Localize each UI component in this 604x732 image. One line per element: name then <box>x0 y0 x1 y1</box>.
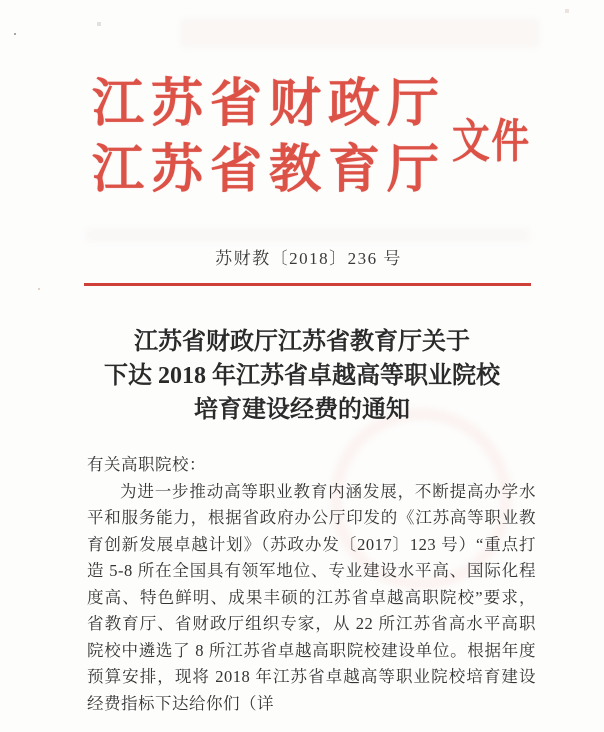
document-reference-number: 苏财教〔2018〕236 号 <box>215 249 402 268</box>
document-title-line-1: 江苏省财政厅江苏省教育厅关于 <box>134 329 470 355</box>
document-title-line-3: 培育建设经费的通知 <box>194 397 410 423</box>
letterhead <box>92 72 548 204</box>
agency-names <box>92 72 446 204</box>
agency-name-education-dept: 江苏省教育厅 <box>92 142 447 199</box>
ink-bleedthrough-artifact-top <box>180 18 540 48</box>
document-title <box>57 325 547 427</box>
salutation-line: 有关高职院校： <box>87 455 206 474</box>
ink-bleedthrough-artifact-mid <box>85 228 530 242</box>
document-title-line-2: 下达 2018 年江苏省卓越高等职业院校 <box>104 363 500 389</box>
agency-name-finance-dept: 江苏省财政厅 <box>92 76 447 133</box>
red-divider-line <box>84 283 531 286</box>
scan-speck-artifacts <box>0 0 2 2</box>
body-paragraph: 为进一步推动高等职业教育内涵发展，不断提高办学水平和服务能力，根据省政府办公厅印发的《江苏高等职业教育创新发展卓越计划》（苏政办发〔2017〕123 号）“重点打造 5-8 所在全国具有领军地位、专业建设水平高、国际化程度高、特色鲜明、成果丰硕的江苏省卓越高职院校”要求，省教育厅、省财政厅组织专家，从 22 所江苏省高水平高职院校中遴选了 8 所江苏省卓越高职院校建设单位。根据年度预算安排，现将 2018 年江苏省卓越高等职业院校培育建设经费指标下达给你们（详 <box>87 481 536 713</box>
document-body <box>87 452 536 717</box>
letterhead-document-word: 文件 <box>452 116 531 167</box>
